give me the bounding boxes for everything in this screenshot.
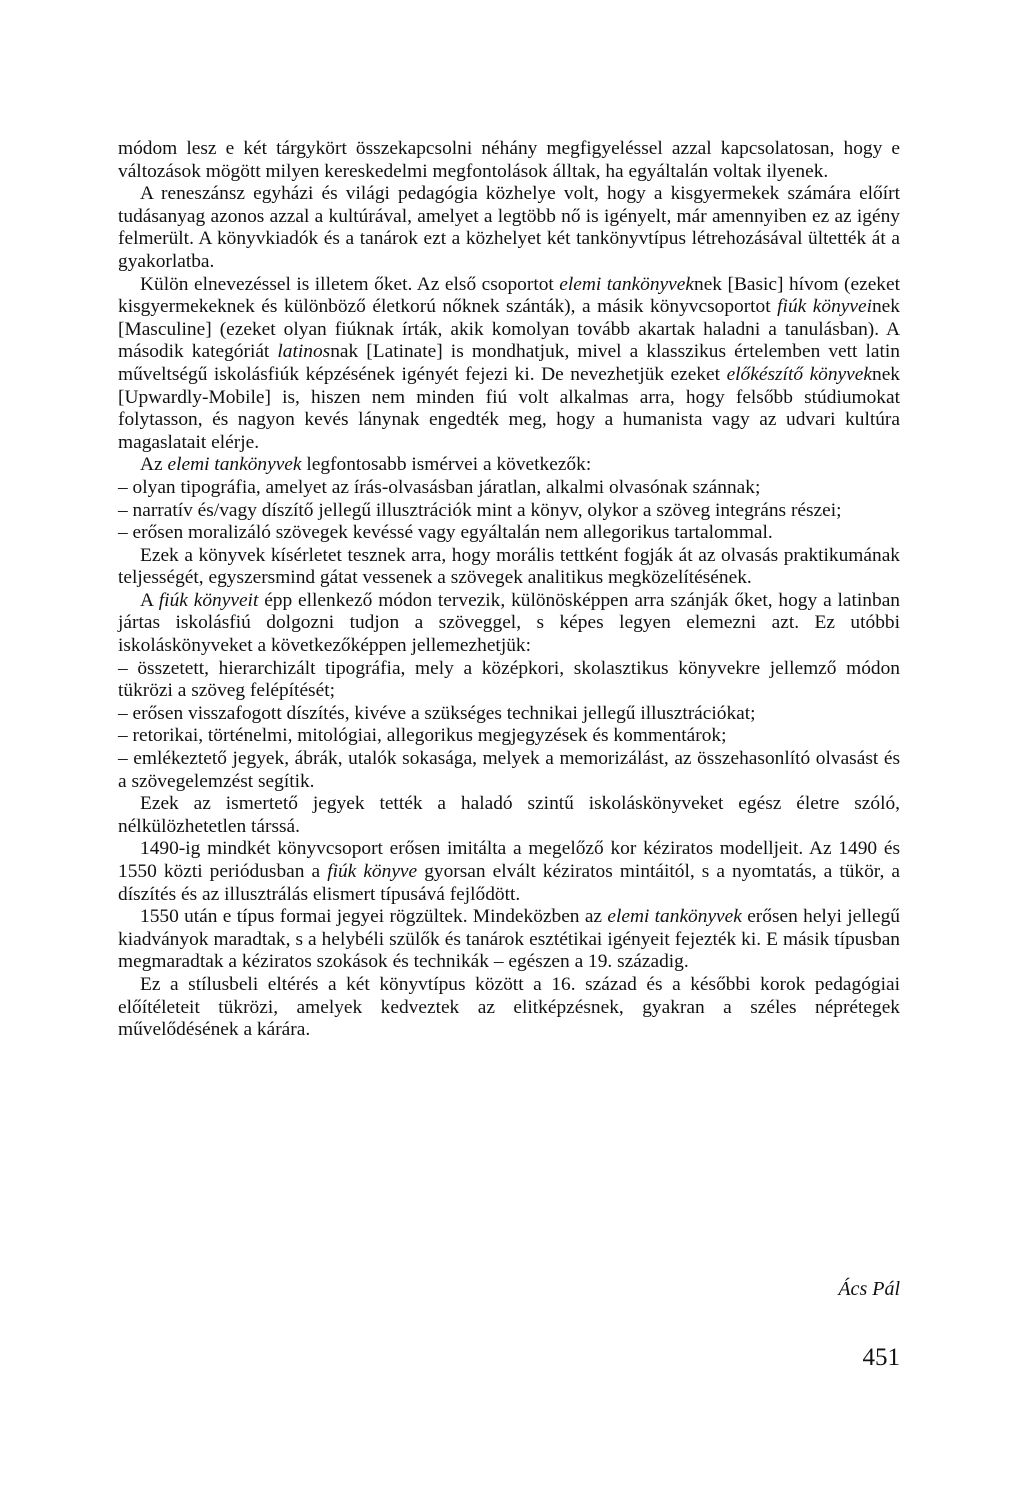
italic-term: latinos bbox=[277, 341, 331, 363]
paragraph bbox=[118, 545, 900, 590]
list-item bbox=[118, 522, 900, 545]
text-run: nak [Latinate] is mondhatjuk, mivel a klasszikus értelemben vett latin műveltségű iskolásfiúk képzésének igényét fejezi ki. De nevezhetjük ezeket bbox=[118, 341, 900, 385]
text-run: 1550 után e típus formai jegyei rögzültek. Mindeközben az bbox=[140, 906, 608, 928]
text-run: retorikai, történelmi, mitológiai, allegorikus megjegyzések és kommentárok; bbox=[132, 725, 727, 747]
text-run: nek [Upwardly-Mobile] is, hiszen nem minden fiú volt alkalmas arra, hogy felsőbb stúdiumokat folytasson, és nagyon kevés lánynak engedték meg, hogy a humanista vagy az udvari kultúra magaslatait elérje. bbox=[118, 363, 900, 453]
author-signature: Ács Pál bbox=[838, 1278, 900, 1300]
italic-term: fiúk könyvei bbox=[777, 296, 872, 318]
paragraph bbox=[118, 183, 900, 273]
text-run: összetett, hierarchizált tipográfia, mely a középkori, skolasztikus könyvekre jellemző módon tükrözi a szöveg felépítését; bbox=[118, 657, 900, 702]
text-run: Ezek a könyvek kísérletet tesznek arra, hogy morális tettként fogják át az olvasás praktikumának teljességét, egyszersmind gátat vessenek a szövegek analitikus megközelítésének. bbox=[118, 544, 900, 589]
italic-term: elemi tankönyvek bbox=[559, 273, 694, 295]
text-run: A reneszánsz egyházi és világi pedagógia közhelye volt, hogy a kisgyermekek számára előírt tudásanyag azonos azzal a kultúrával, amelyet a legtöbb nő is igényelt, már amennyiben ez az igény felmerült. A könyvkiadók és a tanárok ezt a közhelyet két tankönyvtípus létrehozásával ültették át a gyakorlatba. bbox=[118, 183, 900, 272]
text-run: erősen moralizáló szövegek kevéssé vagy egyáltalán nem allegorikus tartalommal. bbox=[132, 522, 773, 544]
page-number: 451 bbox=[862, 1344, 900, 1371]
italic-term: fiúk könyve bbox=[327, 861, 418, 882]
list-item bbox=[118, 703, 900, 726]
paragraph bbox=[118, 974, 900, 1042]
list-item bbox=[118, 748, 900, 793]
italic-term: elemi tankönyvek bbox=[607, 906, 742, 928]
list-item bbox=[118, 725, 900, 748]
text-run: legfontosabb ismérvei a következők: bbox=[301, 454, 592, 476]
paragraph bbox=[118, 793, 900, 838]
text-run: A bbox=[140, 589, 159, 611]
list-item bbox=[118, 477, 900, 500]
text-run: Az bbox=[140, 454, 168, 476]
text-run: Külön elnevezéssel is illetem őket. Az első csoportot bbox=[140, 273, 560, 295]
paragraph bbox=[118, 838, 900, 906]
italic-term: elemi tankönyvek bbox=[167, 454, 302, 476]
paragraph bbox=[118, 138, 900, 183]
text-run: gyorsan elvált kéziratos mintáitól, s a nyomtatás, a tükör, a díszítés és az illusztrálás elismert típusává fejlődött. bbox=[118, 861, 900, 905]
text-run: módom lesz e két tárgykört összekapcsolni néhány megfigyeléssel azzal kapcsolatosan, hogy e változások mögött milyen kereskedelmi megfontolások álltak, ha egyáltalán voltak ilyenek. bbox=[118, 138, 900, 182]
article-body bbox=[118, 138, 900, 1042]
text-run: olyan tipográfia, amelyet az írás-olvasásban járatlan, alkalmi olvasónak szánnak; bbox=[132, 476, 761, 498]
text-run: nek [Basic] hívom (ezeket kisgyermekeknek és különböző életkorú nőknek szánták), a másik könyvcsoportot bbox=[118, 273, 901, 318]
text-run: Ezek az ismertető jegyek tették a haladó szintű iskoláskönyveket egész életre szóló, nélkülözhetetlen társsá. bbox=[118, 793, 900, 837]
list-item bbox=[118, 658, 900, 703]
text-run: emlékeztető jegyek, ábrák, utalók sokasága, melyek a memorizálást, az összehasonlító olvasást és a szövegelemzést segítik. bbox=[118, 748, 900, 792]
italic-term: előkészítő könyvek bbox=[726, 363, 872, 385]
paragraph bbox=[118, 906, 900, 974]
paragraph bbox=[118, 274, 900, 455]
text-run: narratív és/vagy díszítő jellegű illusztrációk mint a könyv, olykor a szöveg integráns részei; bbox=[132, 499, 842, 521]
text-run: 1490-ig mindkét könyvcsoport erősen imitálta a megelőző kor kéziratos modelljeit. Az 1490 és 1550 közti periódusban a bbox=[118, 838, 900, 882]
italic-term: fiúk könyveit bbox=[158, 589, 259, 611]
list-item bbox=[118, 500, 900, 523]
paragraph bbox=[118, 454, 900, 477]
paragraph bbox=[118, 590, 900, 658]
text-run: nek [Masculine] (ezeket olyan fiúknak írták, akik komolyan tovább akartak haladni a tanulásban). A második kategóriát bbox=[118, 296, 900, 363]
text-run: Ez a stílusbeli eltérés a két könyvtípus között a 16. század és a későbbi korok pedagógiai előítéleteit tükrözi, amelyek kedveztek az elitképzésnek, gyakran a széles néprétegek művelődésének a kárára. bbox=[118, 973, 900, 1041]
text-run: erősen helyi jellegű kiadványok maradtak, s a helybéli szülők és tanárok esztétikai igényeit fejezték ki. E másik típusban megmaradtak a kéziratos szokások és technikák – egészen a 19. századig. bbox=[118, 906, 900, 973]
text-run: épp ellenkező módon tervezik, különösképpen arra szánják őket, hogy a latinban jártas iskolásfiú dolgozni tudjon a szöveggel, s képes legyen elemezni azt. Ez utóbbi iskoláskönyveket a következőképpen jellemezhetjük: bbox=[118, 589, 900, 657]
text-run: erősen visszafogott díszítés, kivéve a szükséges technikai jellegű illusztrációkat; bbox=[132, 702, 756, 724]
